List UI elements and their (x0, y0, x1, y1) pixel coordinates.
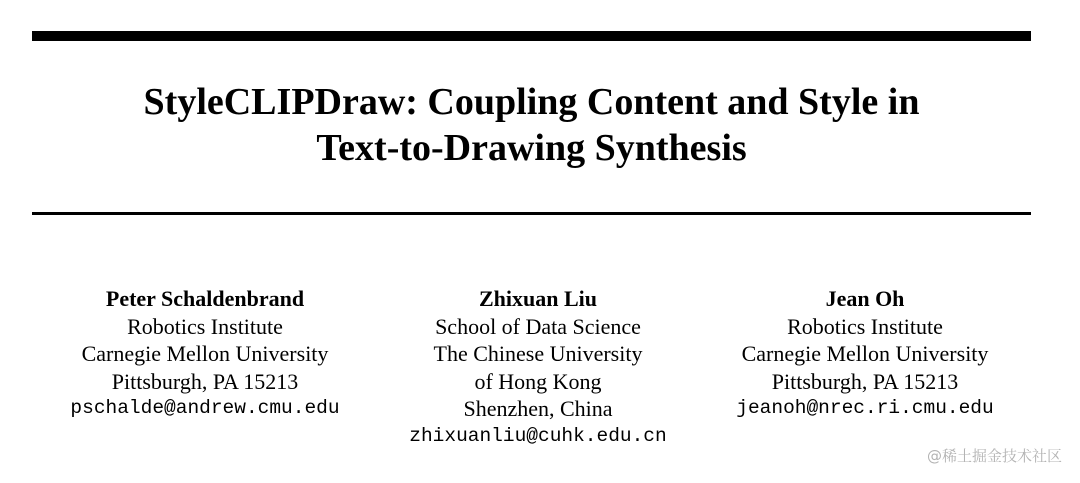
author-email[interactable]: jeanoh@nrec.ri.cmu.edu (736, 397, 994, 419)
top-rule (32, 31, 1031, 41)
author-affiliation-line: Carnegie Mellon University (81, 341, 329, 366)
author-affiliation-line: Robotics Institute (127, 313, 283, 339)
author-name: Peter Schaldenbrand (105, 286, 305, 311)
author-affiliation-line: of Hong Kong (474, 368, 602, 394)
author-affiliation-line: School of Data Science (435, 313, 641, 339)
title-line-2: Text-to-Drawing Synthesis (316, 127, 747, 169)
author-affiliation-line: The Chinese University (433, 341, 643, 366)
watermark: @稀土掘金技术社区 (926, 447, 1062, 465)
author-affiliation-line: Pittsburgh, PA 15213 (771, 368, 959, 394)
paper-title (32, 79, 1031, 171)
title-bottom-rule (32, 212, 1031, 215)
title-line-1: StyleCLIPDraw: Coupling Content and Style in (143, 81, 920, 123)
author-name: Zhixuan Liu (478, 286, 597, 311)
author-affiliation-line: Robotics Institute (787, 313, 943, 339)
author-affiliation-line: Pittsburgh, PA 15213 (111, 368, 299, 394)
author-affiliation-line: Shenzhen, China (463, 396, 613, 421)
author-peter-schaldenbrand (40, 285, 370, 423)
author-zhixuan-liu (373, 285, 703, 450)
author-affiliation-line: Carnegie Mellon University (741, 341, 989, 366)
author-email[interactable]: zhixuanliu@cuhk.edu.cn (409, 424, 667, 447)
author-email[interactable]: pschalde@andrew.cmu.edu (70, 397, 340, 419)
author-block (0, 285, 1080, 455)
author-name: Jean Oh (825, 286, 905, 311)
author-jean-oh (700, 285, 1030, 423)
